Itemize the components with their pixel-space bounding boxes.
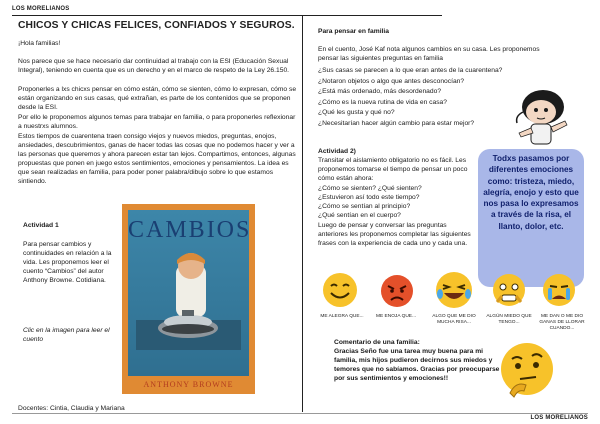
emotion-label-crying: ME DAN O ME DIO GANAS DE LLORAR CUANDO...	[539, 314, 585, 331]
emotion-label-angry: ME ENOJA QUE...	[376, 314, 416, 319]
family-question: ¿Necesitarían hacer algún cambio para estar mejor?	[318, 119, 475, 127]
page-title: CHICOS Y CHICAS FELICES, CONFIADOS Y SEGUROS.	[18, 20, 295, 31]
column-divider	[302, 16, 303, 412]
activity2-title: Actividad 2)	[318, 148, 356, 155]
activity1-link-hint: Clic en la imagen para leer el cuento	[23, 327, 110, 344]
emotions-bubble-text: Todxs pasamos por diferentes emociones como: tristeza, miedo, alegría, enojo y esto que nos pasa lo expresamos a través de la risa, el llanto, dolor, etc.	[483, 154, 579, 231]
header-brand-left: LOS MORELIANOS	[12, 6, 70, 12]
intro-paragraph-1: Nos parece que se hace necesario dar continuidad al trabajo con la ESI (Educación Sexual Integral), teniendo en cuenta que es un derecho y en el marco de respeto de la Ley 26.150.	[18, 58, 290, 75]
activity1-title: Actividad 1	[23, 222, 59, 229]
activity2-closing: Luego de pensar y conversar las preguntas anteriores les proponemos completar las siguientes frases con la experiencia de cada uno y cada una.	[318, 222, 471, 248]
boy-with-kettle-illustration	[128, 210, 252, 370]
intro-paragraph-2: Proponerles a lxs chicxs pensar en cómo están, cómo se sienten, cómo lo expresan, cómo se están organizando en sus casas, qué extrañan, es parte de los contenidos que se proponen desde la ESI.	[18, 86, 297, 112]
activity2-questions-list	[318, 184, 478, 220]
angry-emoji-icon	[380, 274, 414, 308]
comment-title: Comentario de una familia:	[334, 339, 420, 346]
family-section-title: Para pensar en familia	[318, 28, 389, 35]
emotions-speech-bubble	[478, 149, 584, 287]
activity2-question: ¿Estuvieron así todo este tiempo?	[318, 194, 420, 202]
emotion-label-scared: ALGÚN MIEDO QUE TENGO...	[486, 314, 532, 325]
book-cover-cambios[interactable]	[122, 204, 255, 394]
family-question: ¿Está más ordenado, más desordenado?	[318, 88, 442, 95]
family-question: ¿Notaron objetos o algo que antes desconocían?	[318, 77, 465, 85]
family-question: ¿Sus casas se parecen a lo que eran antes de la cuarentena?	[318, 67, 503, 74]
activity2-text: Transitar el aislamiento obligatorio no es fácil. Les proponemos tomarse el tiempo de pensar un poco cómo están ahora:	[318, 157, 468, 183]
laughing-emoji-icon	[434, 270, 474, 310]
book-author: ANTHONY BROWNE	[143, 380, 234, 389]
greeting: ¡Hola familias!	[18, 40, 61, 47]
family-intro: En el cuento, José Kaf nota algunos cambios en su casa. Les proponemos pensar las siguientes preguntas en familia	[318, 46, 540, 63]
emotion-label-happy: ME ALEGRA QUE...	[320, 314, 364, 319]
intro-paragraph-3: Por ello le proponemos algunos temas para trabajar en familia, o para proponerles reflexionar a nuestrxs alumnos.	[18, 114, 296, 131]
intro-paragraph-4: Estos tiempos de cuarentena traen consigo viejos y nuevos miedos, preguntas, enojos, ansiedades, descubrimientos, ganas de hacer todas las cosas que no podemos hacer y ver a las personas que queremos y ahora parecen estar tan lejos. Compartimos, entonces, algunas propuestas que ponen en juego estos sentimientos, emociones y pensamientos. La idea es que sean realizadas en familia, para poder poner palabra/dibujo sobre lo que estamos sintiendo.	[18, 133, 296, 186]
footer-brand-right: LOS MORELIANOS	[530, 415, 588, 421]
happy-emoji-icon	[322, 272, 358, 308]
teachers-footer: Docentes: Cintia, Claudia y Mariana	[18, 405, 125, 412]
crying-emoji-icon	[542, 272, 576, 308]
book-title: CAMBIOS	[128, 217, 252, 243]
activity1-text: Para pensar cambios y continuidades en relación a la vida. Les proponemos leer el cuento “Cambios” del autor Anthony Browne. Cotidiana.	[23, 241, 112, 285]
activity2-question: ¿Cómo se sienten? ¿Qué sienten?	[318, 185, 422, 192]
activity2-question: ¿Cómo se sentían al principio?	[318, 203, 411, 211]
comment-text: Gracias Seño fue una tarea muy buena para mi familia, mis hijos pudieron decirnos sus miedos y temores que no sabíamos. Gracias por preocuparse por sus sentimientos y emociones!!	[334, 348, 500, 383]
thinking-emoji-icon	[498, 341, 556, 401]
cartoon-girl-illustration	[503, 87, 585, 147]
footer-rule	[12, 413, 588, 414]
emotion-label-laughing: ALGO QUE ME DIO MUCHA RISA...	[432, 314, 476, 325]
header-rule	[12, 15, 442, 16]
family-question: ¿Qué les gusta y qué no?	[318, 109, 395, 116]
activity2-question: ¿Qué sentían en el cuerpo?	[318, 212, 401, 220]
family-question: ¿Cómo es la nueva rutina de vida en casa?	[318, 98, 447, 106]
book-cover-art	[128, 210, 252, 376]
scared-emoji-icon	[492, 272, 526, 308]
